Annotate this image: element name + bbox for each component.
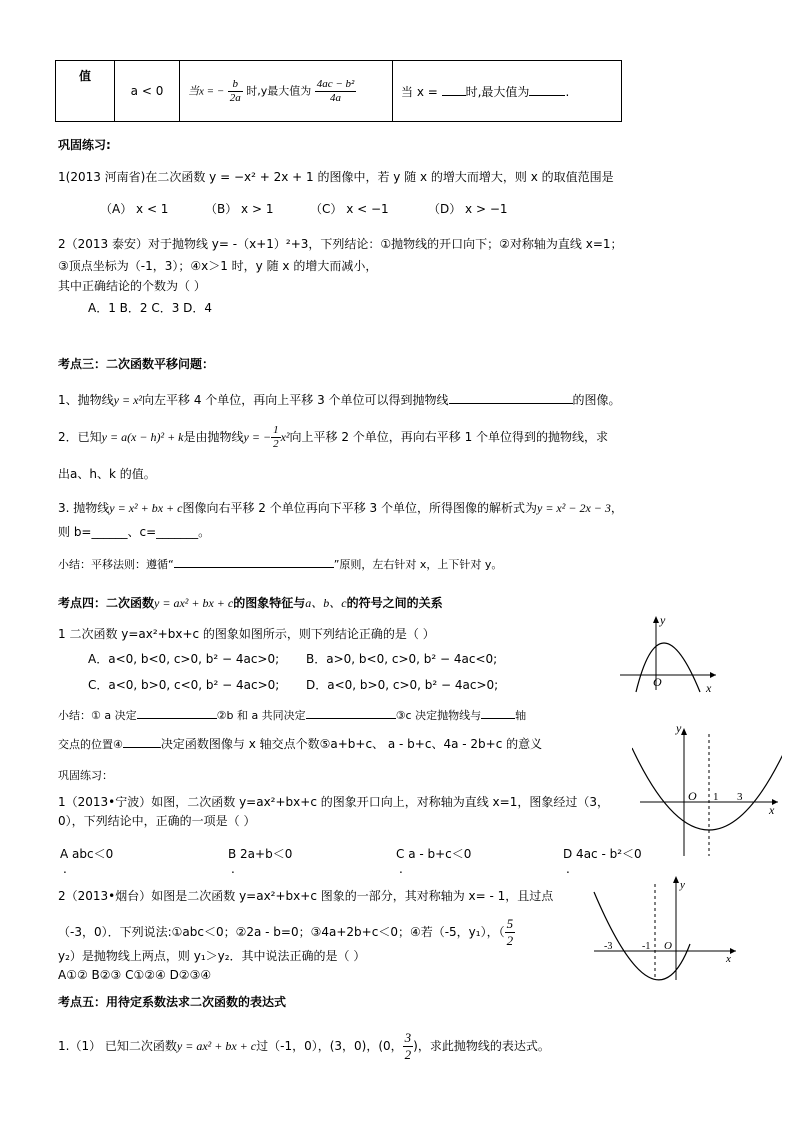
s3-q3: 3. 抛物线y = x² + bx + c图像向右平移 2 个单位再向下平移 3 个单位，所得图像的解析式为y = x² − 2x − 3， [58, 501, 623, 515]
g2-label-x: x [769, 803, 775, 817]
s4-p2-line1: 2（2013•烟台）如图是二次函数 y=ax²+bx+c 图象的一部分，其对称轴为 x= - 1，且过点 [58, 889, 554, 903]
g1-parabola [636, 643, 700, 692]
s4-q1-opt-d: D．a<0, b>0, c>0, b² − 4ac>0; [306, 678, 499, 692]
s5-q1: 1.（1） 已知二次函数y = ax² + bx + c过（-1，0），(3，0)，(0， $\frac{3}{2}$ )，求此抛物线的表达式。 [58, 1030, 550, 1062]
s4-p2-line2: （-3，0）．下列说法:①abc＜0；②2a - b=0；③4a+2b+c＜0；④若（-5，y₁），（ $\frac{5}{2}$ [58, 916, 514, 948]
s4-p1-line2: 0），下列结论中，正确的一项是（ ） [58, 814, 256, 828]
g2-label-3: 3 [737, 791, 743, 803]
s3-q3-line2: 则 b=______、c=_______。 [58, 525, 211, 539]
q1-option-c: （C） x < −1 [310, 202, 389, 216]
s4-q1: 1 二次函数 y=ax²+bx+c 的图象如图所示，则下列结论正确的是（ ） [58, 627, 435, 641]
g3-x-arrow [730, 948, 736, 954]
practice-q2-options: A．1 B．2 C．3 D．4 [88, 301, 213, 315]
graph-2 [632, 722, 782, 862]
s3-q2-line2: 出a、h、k 的值。 [58, 467, 156, 481]
s4-summary-line2: 交点的位置④ 决定函数图像与 x 轴交点个数⑤a+b+c、 a - b+c、4a - 2b+c 的意义 [58, 737, 543, 751]
g1-label-x: x [706, 681, 712, 695]
q1-option-a: （A） x < 1 [100, 202, 169, 216]
g2-label-o: O [688, 789, 697, 803]
s4-q1-opt-a: A．a<0, b<0, c>0, b² − 4ac>0; [88, 652, 280, 666]
practice-q2-line1: 2（2013 泰安）对于抛物线 y= -（x+1）²+3，下列结论：①抛物线的开口向下；②对称轴为直线 x=1； [58, 237, 623, 251]
table-formula: 当x = − $\frac{b}{2a}$ 时,y最大值为 $\frac{\text{4ac − b²}}{4a}$ [180, 61, 393, 122]
summary-table [55, 60, 622, 122]
p1-option-a: A abc＜0 [60, 847, 114, 861]
section3-heading: 考点三：二次函数平移问题： [58, 357, 215, 371]
g3-label-y: y [680, 879, 685, 891]
table-condition: a < 0 [115, 61, 180, 122]
s3-q1: 1、抛物线y = x²向左平移 4 个单位，再向上平移 3 个单位可以得到抛物线 的图像。 [58, 393, 621, 407]
s4-practice-heading: 巩固练习： [58, 769, 113, 782]
g3-label-m1: -1 [642, 941, 651, 952]
practice-heading: 巩固练习: [58, 138, 111, 152]
s4-p2-line3: y₂）是抛物线上两点，则 y₁＞y₂．其中说法正确的是（ ） [58, 949, 366, 963]
table-fill: 当 x = 时,最大值为 . [393, 61, 622, 122]
practice-q2-line3: 其中正确结论的个数为（ ） [58, 279, 206, 293]
g1-label-o: O [653, 675, 662, 689]
g3-y-arrow [673, 876, 679, 883]
graph-1 [616, 612, 726, 696]
g2-y-arrow [681, 728, 687, 735]
g3-label-x: x [726, 953, 731, 965]
p1-option-c: C a - b+c＜0 [396, 847, 472, 861]
g1-y-arrow [653, 616, 659, 623]
g1-label-y: y [660, 613, 666, 627]
g3-label-o: O [664, 940, 672, 952]
section4-heading: 考点四：二次函数y = ax² + bx + c的图象特征与a、b、c的符号之间的关系 [58, 596, 443, 610]
s4-summary-line1: 小结：① a 决定 ②b 和 a 共同决定 ③c 决定抛物线与 轴 [58, 706, 526, 723]
g2-label-1: 1 [713, 791, 719, 803]
p1-option-b: B 2a+b＜0 [228, 847, 293, 861]
table-row-label: 值 [56, 61, 115, 122]
s3-q2: 2．已知y = a(x − h)² + k是由抛物线y = − $\frac{1}{2}$ x²向上平移 2 个单位，再向右平移 1 个单位得到的抛物线，求 [58, 424, 609, 450]
q1-option-d: （D） x > −1 [428, 202, 508, 216]
g1-x-arrow [710, 672, 716, 678]
s4-p1-line1: 1（2013•宁波）如图，二次函数 y=ax²+bx+c 的图象开口向上，对称轴为直线 x=1，图象经过（3， [58, 795, 609, 809]
practice-q2-line2: ③顶点坐标为（-1，3）；④x＞1 时，y 随 x 的增大而减小， [58, 259, 378, 273]
g3-label-m3: -3 [604, 941, 613, 952]
q1-option-b: （B） x > 1 [205, 202, 274, 216]
s4-q1-opt-c: C．a<0, b>0, c<0, b² − 4ac>0; [88, 678, 280, 692]
s3-summary: 小结：平移法则：遵循“ ”原则，左右针对 x，上下针对 y。 [58, 555, 502, 572]
practice-q1: 1(2013 河南省)在二次函数 y = −x² + 2x + 1 的图像中，若 y 随 x 的增大而增大，则 x 的取值范围是 [58, 170, 614, 184]
s4-q1-opt-b: B．a>0, b<0, c>0, b² − 4ac<0; [306, 652, 498, 666]
g2-parabola [632, 748, 782, 830]
s4-p2-options: A①② B②③ C①②④ D②③④ [58, 968, 212, 982]
p1-option-d: D 4ac - b²＜0 [563, 847, 642, 861]
g2-label-y: y [676, 722, 682, 735]
section5-heading: 考点五：用待定系数法求二次函数的表达式 [58, 995, 287, 1009]
graph-3 [590, 872, 740, 982]
